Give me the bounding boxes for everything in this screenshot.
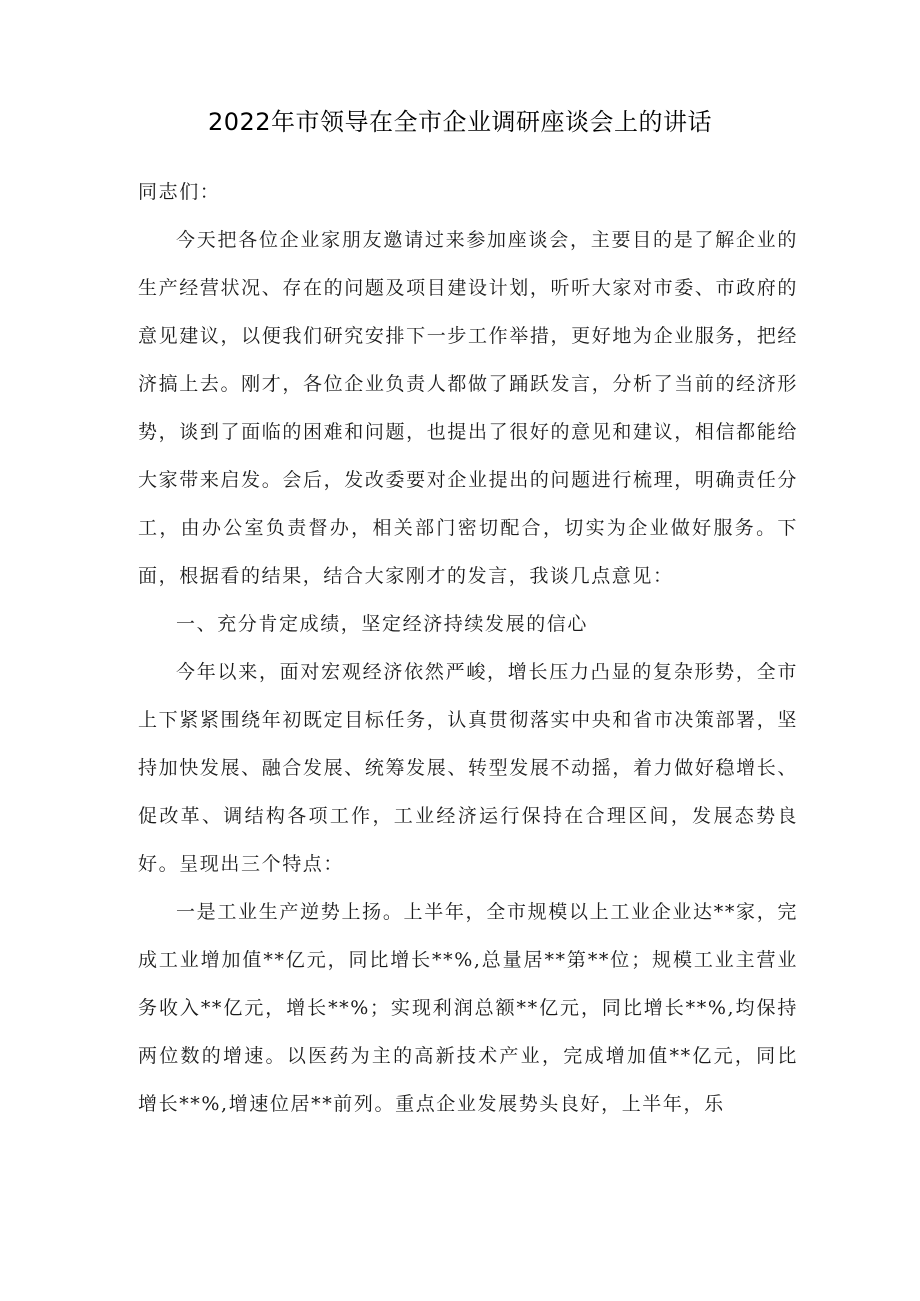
document-body (138, 168, 798, 1128)
document-title: 2022年市领导在全市企业调研座谈会上的讲话 (207, 108, 713, 136)
paragraph-overview: 今年以来，面对宏观经济依然严峻，增长压力凸显的复杂形势，全市上下紧紧围绕年初既定目标任务，认真贯彻落实中央和省市决策部署，坚持加快发展、融合发展、统筹发展、转型发展不动摇，着力做好稳增长、促改革、调结构各项工作，工业经济运行保持在合理区间，发展态势良好。呈现出三个特点： (138, 661, 798, 875)
paragraph-opening: 今天把各位企业家朋友邀请过来参加座谈会，主要目的是了解企业的生产经营状况、存在的问题及项目建设计划，听听大家对市委、市政府的意见建议，以便我们研究安排下一步工作举措，更好地为企业服务，把经济搞上去。刚才，各位企业负责人都做了踊跃发言，分析了当前的经济形势，谈到了面临的困难和问题，也提出了很好的意见和建议，相信都能给大家带来启发。会后，发改委要对企业提出的问题进行梳理，明确责任分工，由办公室负责督办，相关部门密切配合，切实为企业做好服务。下面，根据看的结果，结合大家刚才的发言，我谈几点意见： (138, 229, 798, 587)
section-heading-1: 一、充分肯定成绩，坚定经济持续发展的信心 (176, 613, 589, 635)
salutation: 同志们： (138, 181, 221, 203)
paragraph-industrial-production: 一是工业生产逆势上扬。上半年，全市规模以上工业企业达**家，完成工业增加值**亿元，同比增长**%,总量居**第**位；规模工业主营业务收入**亿元，增长**%；实现利润总额**亿元，同比增长**%,均保持两位数的增速。以医药为主的高新技术产业，完成增加值**亿元，同比增长**%,增速位居**前列。重点企业发展势头良好，上半年，乐 (138, 901, 798, 1115)
